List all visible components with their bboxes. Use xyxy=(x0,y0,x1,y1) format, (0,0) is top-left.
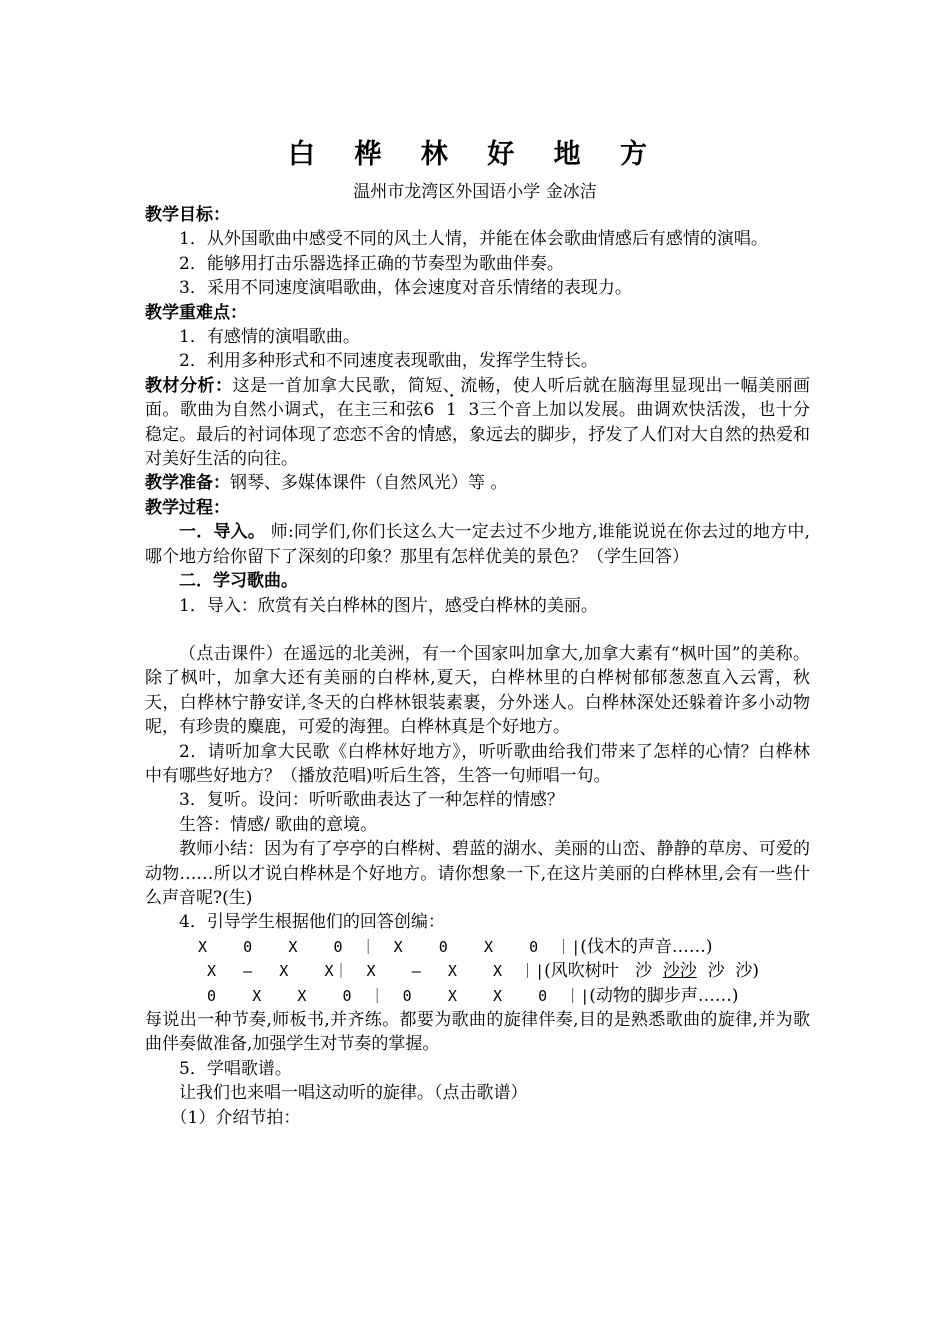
note-6: 6 • xyxy=(424,398,435,422)
author-line: 温州市龙湾区外国语小学 金冰洁 xyxy=(353,182,597,202)
rhythm-2-notes: X — X X｜ X — X X ｜| xyxy=(189,962,545,981)
difficulty-item: 2．利用多种形式和不同速度表现歌曲，发挥学生特长。 xyxy=(179,351,598,372)
goal-item: 1．从外国歌曲中感受不同的风土人情，并能在体会歌曲情感后有感情的演唱。 xyxy=(179,229,768,250)
step2-intro: （点击课件）在遥远的北美洲，有一个国家叫加拿大,加拿大素有“枫叶国”的美称。除了枫叶，加拿大还有美丽的白桦林,夏天，白桦林里的白桦树郁郁葱葱直入云霄，秋天，白桦林宁静安详,冬天的白桦林银装素裹，分外迷人。白桦林深处还躲着许多小动物呢，有珍贵的麋鹿，可爱的海狸。白桦林真是个好地方。 xyxy=(145,643,810,738)
step1-heading: 一．导入。 xyxy=(179,522,266,543)
teacher-summary: 教师小结：因为有了亭亭的白桦树、碧蓝的湖水、美丽的山峦、静静的草房、可爱的动物……所以才说白桦林是个好地方。请你想象一下,在这片美丽的白桦林里,会有一些什么声音呢?(生) xyxy=(145,839,810,908)
prep-text: 钢琴、多媒体课件（自然风光）等 。 xyxy=(230,473,508,494)
rhythm-line-2 xyxy=(145,959,810,983)
step2-1: 1．导入：欣赏有关白桦林的图片，感受白桦林的美丽。 xyxy=(179,595,598,616)
rhythm-3-desc: (动物的脚步声……) xyxy=(589,985,739,1006)
step2-4-note: 每说出一种节奏,师板书,并齐练。都要为歌曲的旋律伴奏,目的是熟悉歌曲的旋律,并为歌曲伴奏做准备,加强学生对节奏的掌握。 xyxy=(145,1010,810,1055)
prep-heading: 教学准备： xyxy=(145,473,230,494)
step1-paragraph xyxy=(145,520,810,569)
note-3: 3 xyxy=(468,400,480,421)
step2-5-b: （1）介绍节拍： xyxy=(170,1107,301,1128)
analysis-paragraph xyxy=(145,374,810,472)
rhythm-line-3 xyxy=(145,984,810,1008)
step2-2: 2．请听加拿大民歌《白桦林好地方》，听听歌曲给我们带来了怎样的心情？白桦林中有哪些好地方？（播放范唱)听后生答，生答一句师唱一句。 xyxy=(145,741,810,786)
step1-text: 师:同学们,你们长这么大一定去过不少地方,谁能说说在你去过的地方中,哪个地方给你留下了深刻的印象？那里有怎样优美的景色？（学生回答） xyxy=(145,522,810,567)
difficulty-heading: 教学重难点： xyxy=(145,302,247,323)
goals-heading: 教学目标： xyxy=(145,205,230,225)
rhythm-line-1 xyxy=(145,935,810,959)
step2-3: 3．复听。设问：听听歌曲表达了一种怎样的情感？ xyxy=(179,790,564,811)
step2-5-a: 让我们也来唱一唱这动听的旋律。（点击歌谱） xyxy=(179,1083,528,1104)
step2-5: 5．学唱歌谱。 xyxy=(179,1058,292,1079)
prep-paragraph xyxy=(145,471,810,495)
difficulty-item: 1．有感情的演唱歌曲。 xyxy=(179,327,360,348)
step2-4: 4．引导学生根据他们的回答创编： xyxy=(179,912,445,933)
page-title: 白 桦 林 好 地 方 xyxy=(288,139,662,170)
process-heading: 教学过程： xyxy=(145,497,230,518)
step2-3-answer: 生答：情感/ 歌曲的意境。 xyxy=(179,814,378,835)
rhythm-1-desc: (伐木的声音……) xyxy=(580,936,713,957)
analysis-text-a: 这是一首加拿大民歌，简短、流畅，使人听后就在脑海里显现出一幅美丽画面。歌曲为自然小调式，在主三和弦 xyxy=(145,375,811,421)
analysis-heading: 教材分析： xyxy=(145,375,233,396)
step2-heading: 二．学习歌曲。 xyxy=(179,571,298,592)
note-1: 1 • xyxy=(446,398,457,422)
rhythm-1-notes: X 0 X 0 ｜ X 0 X 0 ｜| xyxy=(189,937,581,956)
rhythm-2-desc-a: (风吹树叶 沙 xyxy=(544,961,663,982)
rhythm-2-desc-b: 沙 沙) xyxy=(696,961,760,982)
goal-item: 2．能够用打击乐器选择正确的节奏型为歌曲伴奏。 xyxy=(179,253,564,274)
document-body xyxy=(145,203,810,1130)
rhythm-2-desc-underlined: 沙沙 xyxy=(662,961,697,982)
analysis-text-b: 三个音上加以发展。曲调欢快活泼，也十分稳定。最后的衬词体现了恋恋不舍的情感，象远去的脚步，抒发了人们对大自然的热爱和对美好生活的向往。 xyxy=(145,400,811,470)
rhythm-3-notes: 0 X X 0 ｜ 0 X X 0 ｜| xyxy=(189,986,590,1005)
goal-item: 3．采用不同速度演唱歌曲，体会速度对音乐情绪的表现力。 xyxy=(179,278,632,299)
blank-line xyxy=(145,618,810,642)
